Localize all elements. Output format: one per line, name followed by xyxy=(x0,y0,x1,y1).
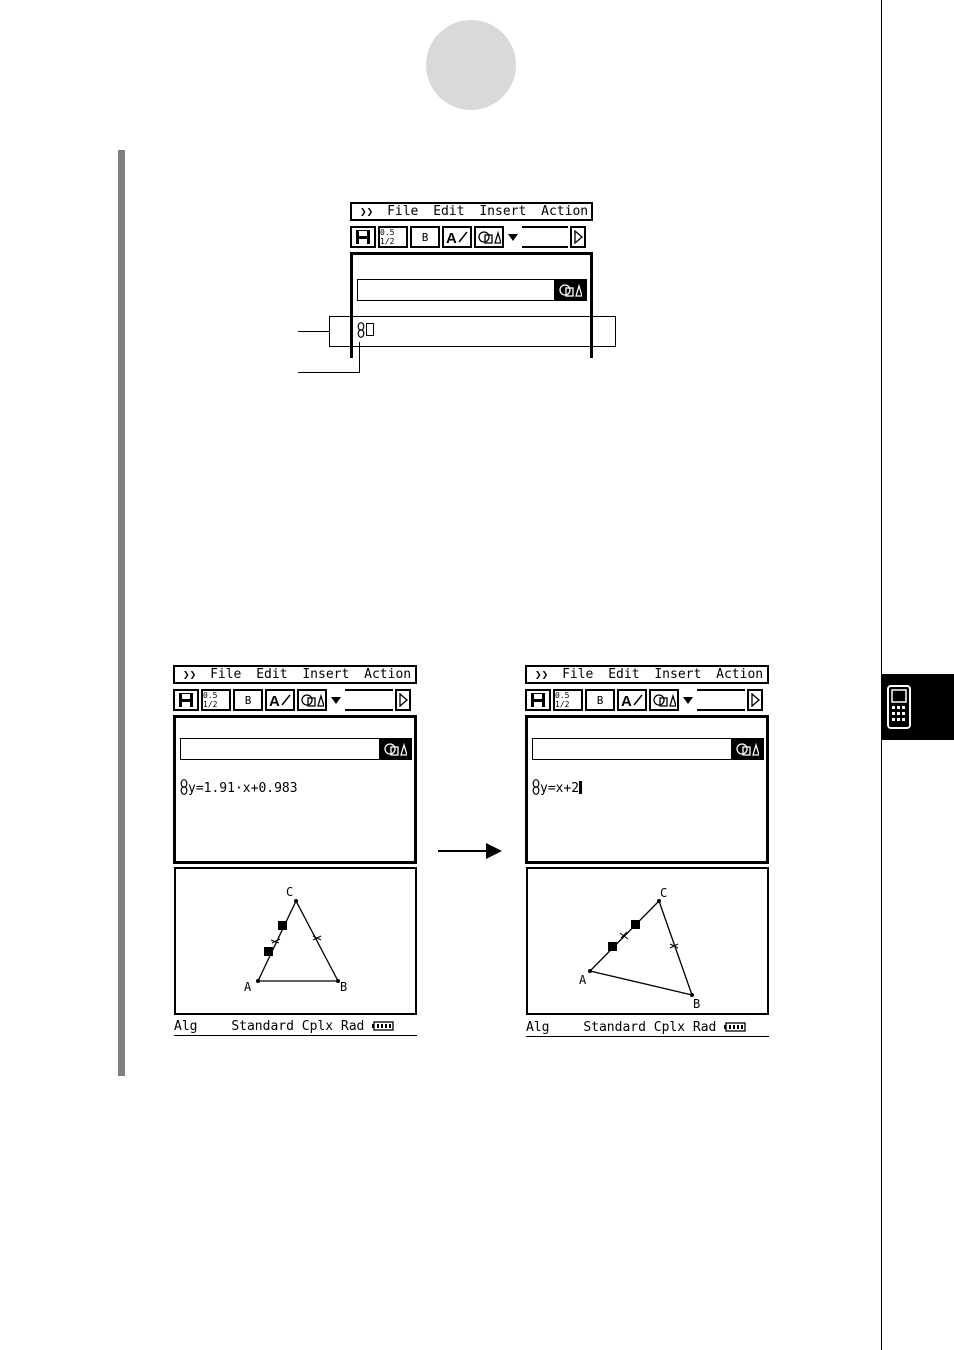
dropdown-arrow-icon[interactable] xyxy=(506,226,520,248)
text-cursor xyxy=(366,323,374,336)
entry-field-right[interactable] xyxy=(532,738,764,760)
entry-field-top[interactable] xyxy=(357,279,587,301)
selection-handle[interactable] xyxy=(278,921,287,930)
save-button[interactable] xyxy=(173,689,199,711)
expression-text: y=x+2 xyxy=(540,781,580,796)
toolbar-spacer xyxy=(697,689,745,711)
dropdown-arrow-icon[interactable] xyxy=(681,689,695,711)
callout-line-2-vertical xyxy=(359,342,360,373)
vertex-label-c: C xyxy=(286,885,294,899)
toolbar-next-button[interactable] xyxy=(570,226,586,248)
link-row-top[interactable] xyxy=(357,322,374,339)
status-angle: Rad xyxy=(340,1019,365,1034)
vertex-label-b: B xyxy=(693,997,701,1011)
menu-file[interactable]: File xyxy=(562,667,594,682)
geometry-format-button[interactable] xyxy=(731,739,763,759)
fraction-toggle-button[interactable]: 0.5 1/2 xyxy=(553,689,583,711)
toolbar-next-button[interactable] xyxy=(747,689,763,711)
toolbar-spacer xyxy=(345,689,393,711)
status-mode: Alg xyxy=(174,1019,198,1034)
text-cursor xyxy=(579,781,582,794)
link-icon xyxy=(180,779,188,795)
menu-chevron-icon[interactable]: ❯❯ xyxy=(183,668,197,681)
bold-button[interactable]: B xyxy=(585,689,615,711)
linked-expression-right[interactable] xyxy=(532,779,582,796)
menu-insert[interactable]: Insert xyxy=(654,667,702,682)
menu-action[interactable]: Action xyxy=(364,667,412,682)
text-draw-button[interactable] xyxy=(442,226,472,248)
save-button[interactable] xyxy=(350,226,376,248)
toolbar-next-button[interactable] xyxy=(395,689,411,711)
menu-bar-top xyxy=(350,202,593,221)
text-pen-icon xyxy=(268,692,292,708)
selection-handle[interactable] xyxy=(608,942,617,951)
chapter-marker xyxy=(426,20,516,110)
entry-field-left[interactable] xyxy=(180,738,412,760)
menu-edit[interactable]: Edit xyxy=(433,204,465,219)
triangle-right-icon xyxy=(573,230,583,244)
text-pen-icon xyxy=(445,229,469,245)
geometry-shapes-icon xyxy=(558,282,582,298)
fraction-toggle-button[interactable]: 0.5 1/2 xyxy=(201,689,231,711)
toolbar-top xyxy=(350,226,593,250)
save-icon xyxy=(178,692,194,708)
status-complex: Cplx xyxy=(301,1019,334,1034)
battery-icon xyxy=(724,1022,746,1032)
geometry-shapes-icon xyxy=(383,741,407,757)
status-mode: Alg xyxy=(526,1020,550,1035)
toolbar-spacer xyxy=(522,226,568,248)
calculator-icon xyxy=(882,674,954,740)
triangle-figure-left xyxy=(176,869,415,1013)
bold-button[interactable]: B xyxy=(233,689,263,711)
status-angle: Rad xyxy=(692,1020,717,1035)
menu-file[interactable]: File xyxy=(387,204,419,219)
vertex-label-b: B xyxy=(340,980,348,994)
expression-text: y=1.91·x+0.983 xyxy=(188,781,298,796)
fraction-toggle-button[interactable]: 0.5 1/2 xyxy=(378,226,408,248)
triangle-figure-right xyxy=(528,869,767,1013)
dropdown-arrow-icon[interactable] xyxy=(329,689,343,711)
menu-chevron-icon[interactable]: ❯❯ xyxy=(535,668,549,681)
vertex-label-a: A xyxy=(579,973,587,987)
menu-action[interactable]: Action xyxy=(541,204,589,219)
main-screen-left xyxy=(173,715,417,864)
menu-edit[interactable]: Edit xyxy=(608,667,640,682)
geometry-shapes-icon xyxy=(652,692,676,708)
geometry-shapes-icon xyxy=(477,229,501,245)
vertex-label-a: A xyxy=(244,980,252,994)
link-icon xyxy=(357,322,365,338)
menu-action[interactable]: Action xyxy=(716,667,764,682)
battery-icon xyxy=(372,1021,394,1031)
geometry-link-button[interactable] xyxy=(649,689,679,711)
geometry-link-button[interactable] xyxy=(474,226,504,248)
geometry-window-left[interactable] xyxy=(174,867,417,1015)
vertex-label-c: C xyxy=(660,886,668,900)
save-button[interactable] xyxy=(525,689,551,711)
status-format: Standard xyxy=(583,1020,646,1035)
link-icon xyxy=(532,779,540,795)
text-draw-button[interactable] xyxy=(617,689,647,711)
menu-insert[interactable]: Insert xyxy=(302,667,350,682)
svg-text:A: A xyxy=(269,693,280,708)
status-bar-right xyxy=(526,1019,769,1037)
toolbar-left xyxy=(173,689,417,713)
menu-file[interactable]: File xyxy=(210,667,242,682)
text-draw-button[interactable] xyxy=(265,689,295,711)
text-pen-icon xyxy=(620,692,644,708)
svg-text:A: A xyxy=(446,230,457,245)
svg-text:A: A xyxy=(621,693,632,708)
menu-chevron-icon[interactable]: ❯❯ xyxy=(360,205,374,218)
main-screen-right xyxy=(525,715,769,864)
status-format: Standard xyxy=(231,1019,294,1034)
geometry-window-right[interactable] xyxy=(526,867,769,1015)
save-icon xyxy=(355,229,371,245)
step-bar xyxy=(118,150,125,1076)
menu-edit[interactable]: Edit xyxy=(256,667,288,682)
geometry-link-button[interactable] xyxy=(297,689,327,711)
geometry-format-button[interactable] xyxy=(379,739,411,759)
chapter-tab xyxy=(882,674,954,740)
menu-insert[interactable]: Insert xyxy=(479,204,527,219)
callout-line-1 xyxy=(298,331,330,332)
geometry-shapes-icon xyxy=(300,692,324,708)
menu-bar-left xyxy=(173,665,417,684)
triangle-right-icon xyxy=(398,693,408,707)
menu-bar-right xyxy=(525,665,769,684)
linked-expression-left[interactable] xyxy=(180,779,298,796)
geometry-format-button[interactable] xyxy=(554,280,586,300)
bold-button[interactable]: B xyxy=(410,226,440,248)
status-complex: Cplx xyxy=(653,1020,686,1035)
callout-line-2 xyxy=(298,372,360,373)
status-bar-left xyxy=(174,1018,417,1036)
arrow-right-icon xyxy=(436,841,504,861)
geometry-shapes-icon xyxy=(735,741,759,757)
save-icon xyxy=(530,692,546,708)
selection-handle[interactable] xyxy=(631,920,640,929)
toolbar-right xyxy=(525,689,769,713)
selection-handle[interactable] xyxy=(264,947,273,956)
triangle-right-icon xyxy=(750,693,760,707)
